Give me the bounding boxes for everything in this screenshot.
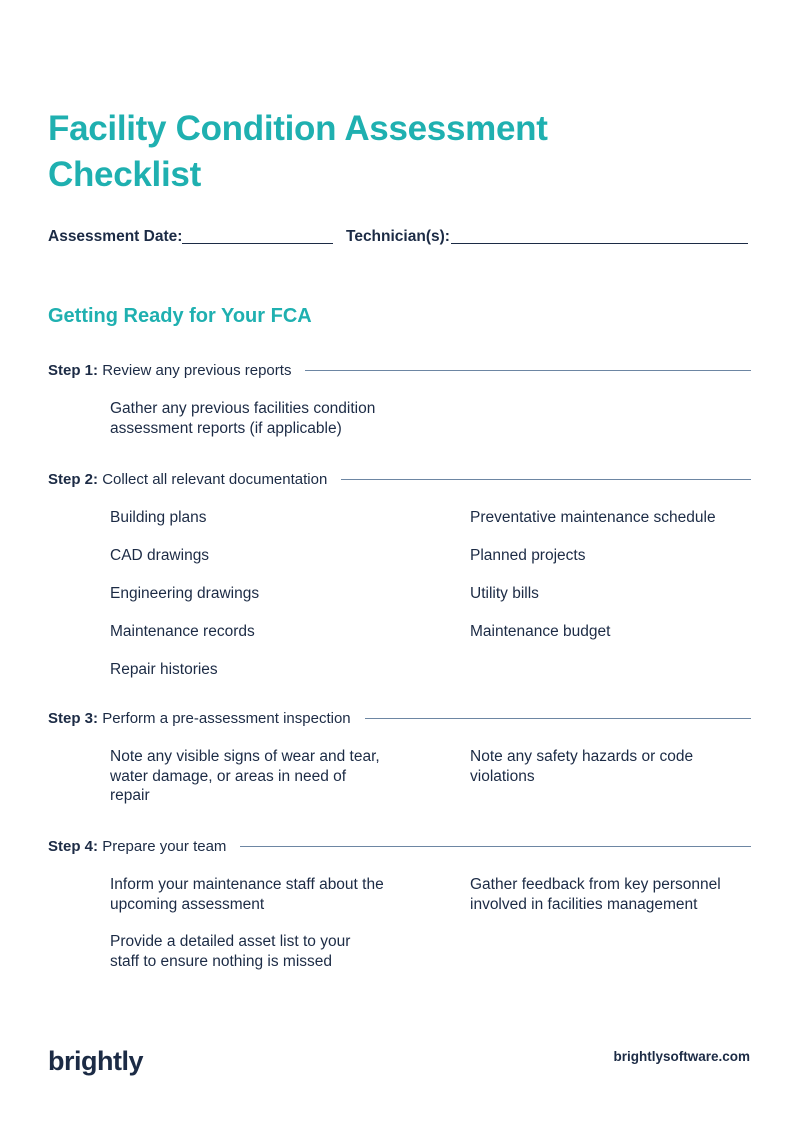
step-title-text: Collect all relevant documentation — [102, 470, 328, 488]
step-number: Step 1: — [48, 361, 99, 379]
step-2-title — [48, 471, 341, 488]
step-title-text: Review any previous reports — [102, 361, 292, 379]
step-number: Step 2: — [48, 470, 99, 488]
checklist-item: Utility bills — [470, 585, 539, 602]
checklist-item: Planned projects — [470, 547, 586, 564]
technicians-field[interactable] — [451, 243, 748, 244]
checklist-item: Repair histories — [110, 661, 218, 678]
checklist-item: Gather feedback from key personnel involved in facilities management — [470, 876, 721, 913]
step-4-title — [48, 838, 240, 855]
brightly-logo — [48, 1046, 143, 1077]
checklist-item: CAD drawings — [110, 547, 210, 564]
step-divider — [365, 718, 751, 719]
step-3-header — [48, 707, 751, 729]
step-2-header — [48, 468, 751, 490]
checklist-item: Inform your maintenance staff about the upcoming assessment — [110, 876, 384, 913]
checklist-item: Note any visible signs of wear and tear, water damage, or areas in need of repair — [110, 748, 380, 804]
page-title: Facility Condition Assessment Checklist — [48, 109, 548, 194]
checklist-item: Building plans — [110, 509, 207, 526]
step-divider — [240, 846, 751, 847]
step-divider — [305, 370, 751, 371]
step-3-title — [48, 710, 365, 727]
step-1-header — [48, 359, 751, 381]
checklist-item: Note any safety hazards or code violations — [470, 748, 694, 785]
website-link[interactable]: brightlysoftware.com — [613, 1049, 750, 1064]
checklist-item: Gather any previous facilities condition assessment reports (if applicable) — [110, 400, 376, 437]
logo-wordmark: brightly — [48, 1046, 143, 1076]
checklist-item: Provide a detailed asset list to your staff to ensure nothing is missed — [110, 933, 351, 970]
step-4-header — [48, 835, 751, 857]
section-heading: Getting Ready for Your FCA — [48, 305, 312, 327]
step-number: Step 4: — [48, 837, 99, 855]
step-number: Step 3: — [48, 709, 99, 727]
assessment-date-label: Assessment Date: — [48, 228, 183, 245]
checklist-item: Preventative maintenance schedule — [470, 509, 716, 526]
assessment-date-field[interactable] — [182, 243, 333, 244]
step-title-text: Perform a pre-assessment inspection — [102, 709, 351, 727]
checklist-item: Maintenance budget — [470, 623, 611, 640]
step-1-title — [48, 362, 305, 379]
step-title-text: Prepare your team — [102, 837, 227, 855]
checklist-item: Engineering drawings — [110, 585, 260, 602]
step-divider — [341, 479, 751, 480]
technicians-label: Technician(s): — [346, 228, 450, 245]
checklist-item: Maintenance records — [110, 623, 255, 640]
